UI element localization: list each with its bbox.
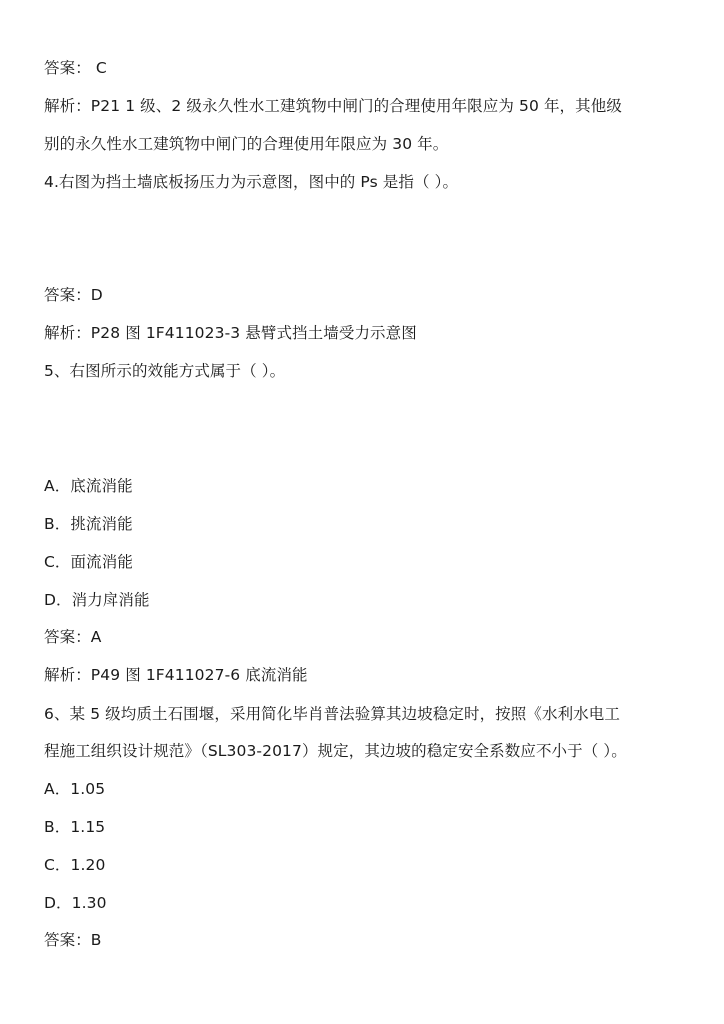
answer-4: 答案：D	[44, 286, 103, 304]
answer-6: 答案：B	[44, 931, 102, 949]
question-4: 4.右图为挡土墙底板扬压力为示意图，图中的 Ps 是指（ ）。	[44, 173, 459, 191]
option-6-c: C．1.20	[44, 856, 106, 874]
option-5-d: D．消力戽消能	[44, 591, 150, 609]
option-5-a: A．底流消能	[44, 477, 133, 495]
option-6-d: D．1.30	[44, 894, 107, 912]
explanation-5: 解析：P49 图 1F411027-6 底流消能	[44, 666, 308, 684]
explanation-3-line-2: 别的永久性水工建筑物中闸门的合理使用年限应为 30 年。	[44, 135, 449, 153]
explanation-4: 解析：P28 图 1F411023-3 悬臂式挡土墙受力示意图	[44, 324, 417, 342]
option-6-b: B．1.15	[44, 818, 106, 836]
question-6-line-2: 程施工组织设计规范》（SL303-2017）规定，其边坡的稳定安全系数应不小于（ ）。	[44, 742, 627, 760]
option-5-b: B．挑流消能	[44, 515, 133, 533]
answer-5: 答案：A	[44, 628, 102, 646]
question-5: 5、右图所示的效能方式属于（ ）。	[44, 362, 286, 380]
option-5-c: C．面流消能	[44, 553, 133, 571]
option-6-a: A．1.05	[44, 780, 106, 798]
explanation-3-line-1: 解析：P21 1 级、2 级永久性水工建筑物中闸门的合理使用年限应为 50 年，其他级	[44, 97, 622, 115]
answer-3: 答案： C	[44, 59, 107, 77]
question-6-line-1: 6、某 5 级均质土石围堰，采用简化毕肖普法验算其边坡稳定时，按照《水利水电工	[44, 705, 620, 723]
